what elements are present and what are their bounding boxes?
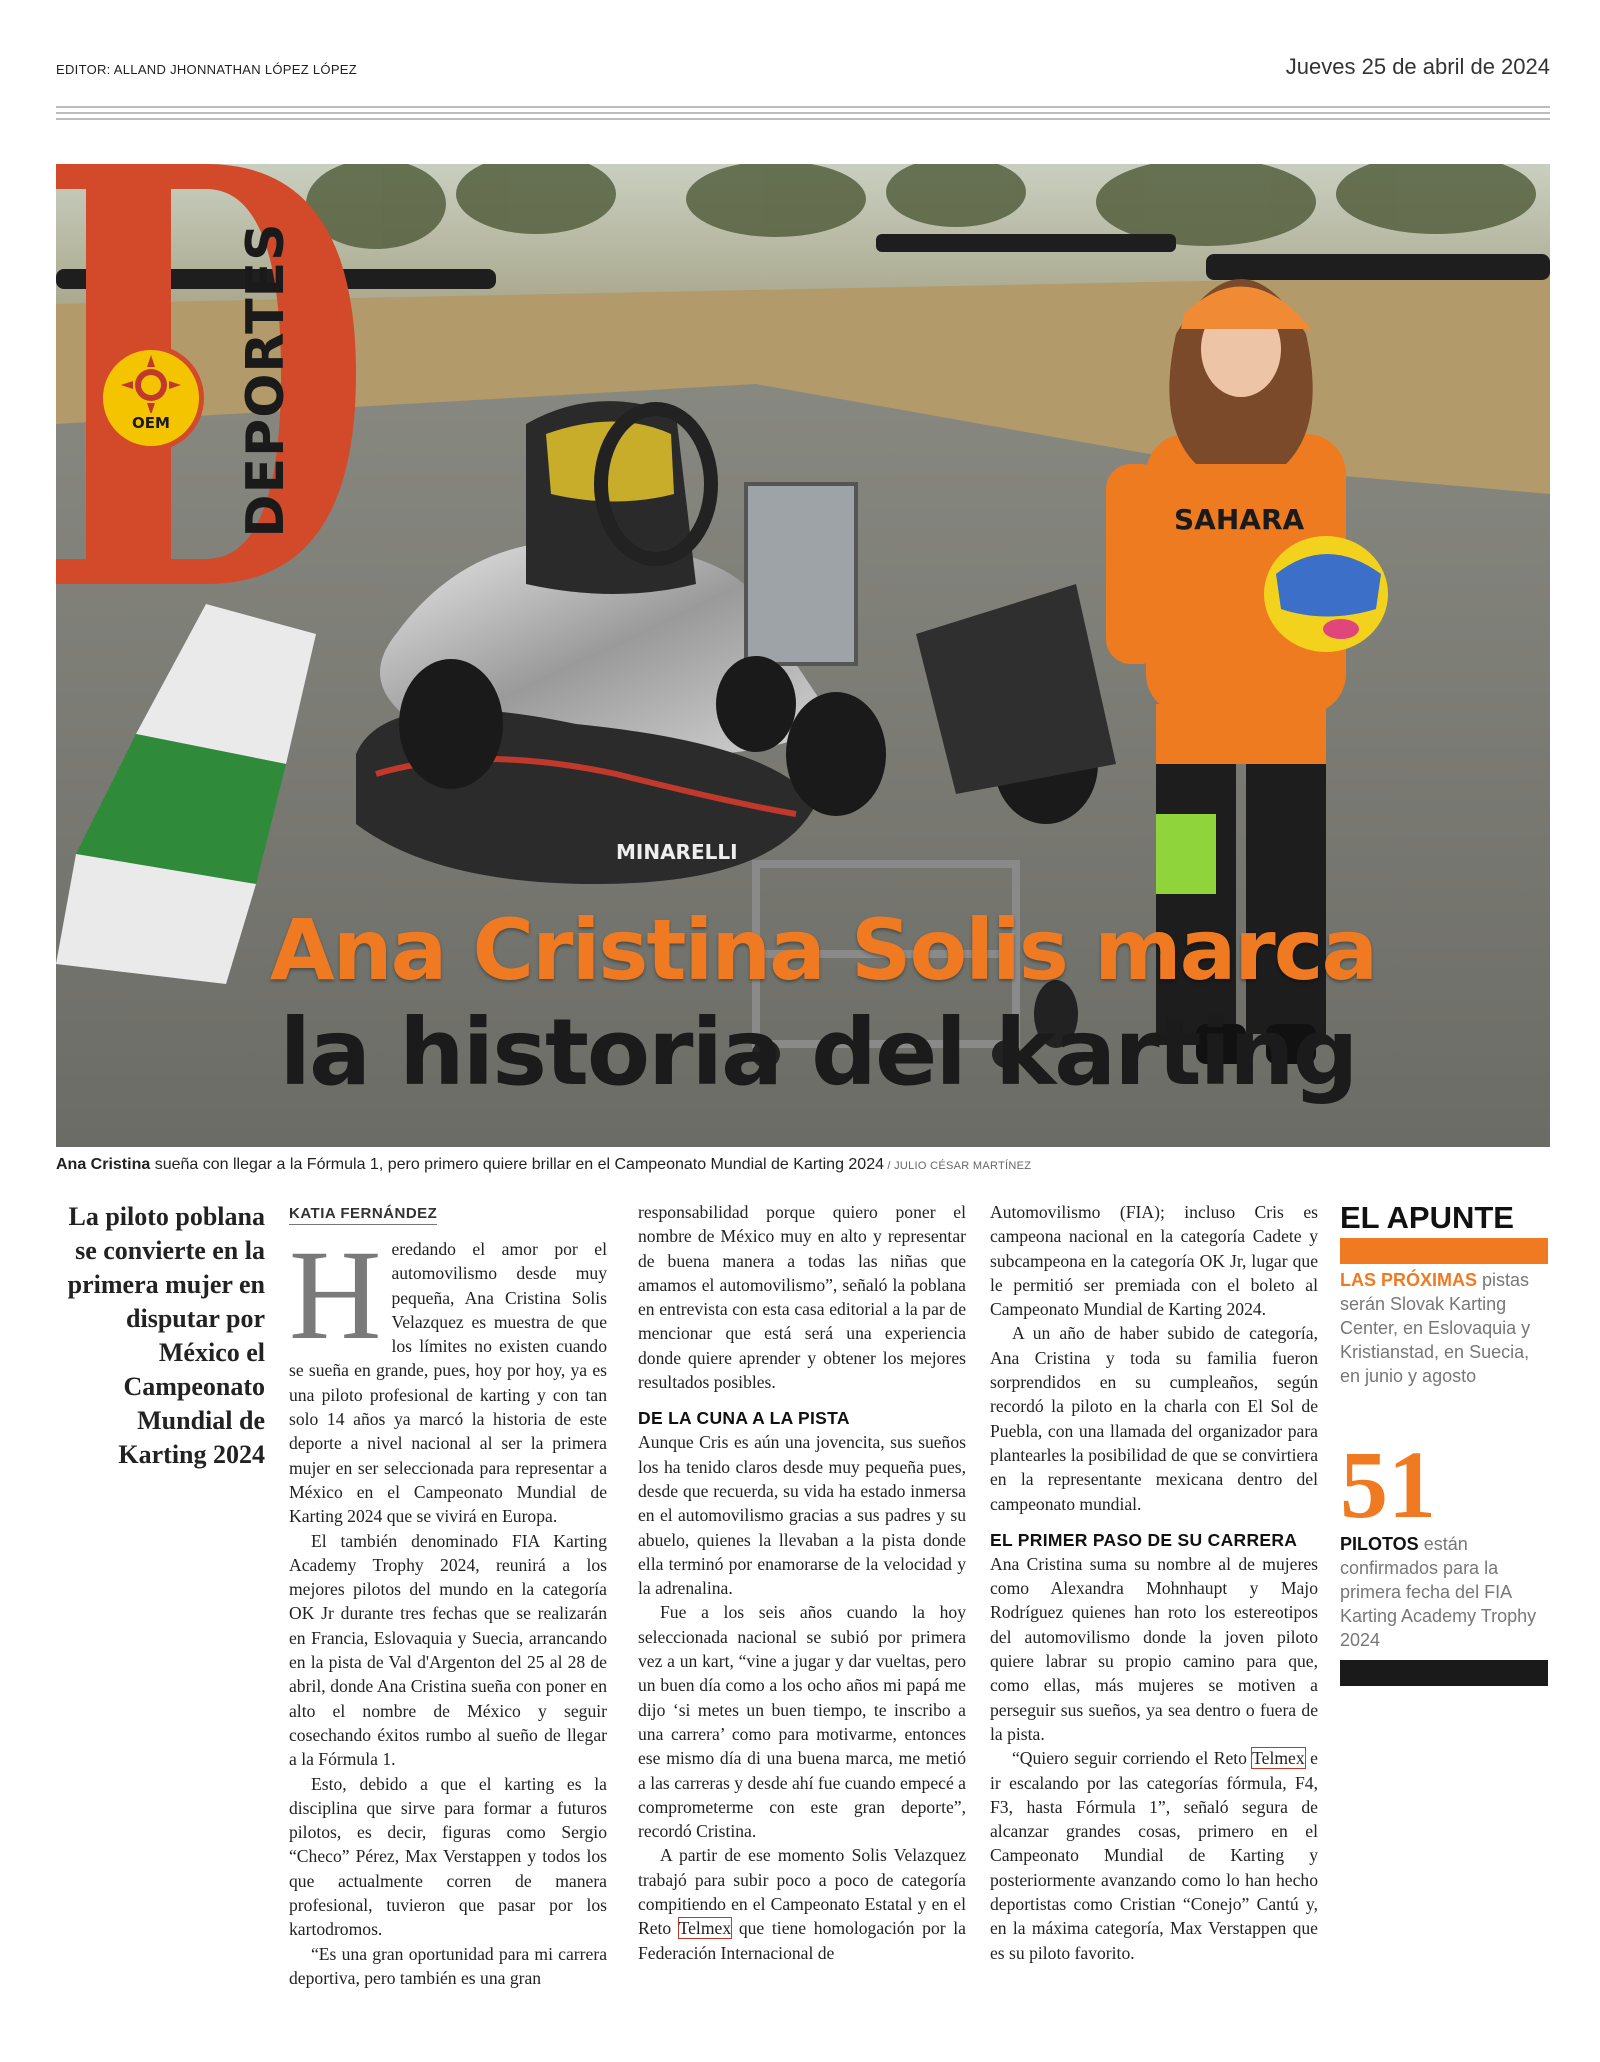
paragraph-7: A partir de ese momento Solis Velazquez trabajó para subir poco a poco de categoría compitiendo en el Campeonato Estatal y en el Reto Telmex que tiene homologación por la Federación Internacional de [638, 1845, 966, 1963]
headline [56, 900, 1550, 1106]
editor-credit: EDITOR: ALLAND JHONNATHAN LÓPEZ LÓPEZ [56, 62, 358, 77]
article-column-2 [638, 1200, 966, 1965]
caption-text: sueña con llegar a la Fórmula 1, pero primero quiere brillar en el Campeonato Mundial de Karting 2024 [150, 1156, 884, 1173]
paragraph-4-continued: responsabilidad porque quiero poner el nombre de México muy en alto y representar de buena manera a todas las niñas que amamos el automovilismo”, señaló la poblana en entrevista con esta casa editorial a la par de mencionar que está será una experiencia donde quiere aprender y obtener los mejores resultados posibles. [638, 1202, 966, 1393]
oem-logo-icon [96, 343, 206, 453]
apunte-black-bar [1340, 1660, 1548, 1686]
header-rules [56, 106, 1550, 126]
headline-line-1: Ana Cristina Solis marca [269, 901, 1377, 999]
paragraph-5: Aunque Cris es aún una jovencita, sus sueños los ha tenido claros desde muy pequeña pues, desde que recuerda, su vida ha estado inmersa en el automovilismo gracias a sus padres y su abuelo, quienes la llevaban a la pista donde ella terminó por enamorarse de la velocidad y la adrenalina. [638, 1432, 966, 1599]
subhead-1: DE LA CUNA A LA PISTA [638, 1408, 850, 1429]
apunte-title: EL APUNTE [1340, 1200, 1514, 1235]
issue-date: Jueves 25 de abril de 2024 [1285, 54, 1550, 79]
jersey-text: SAHARA [1174, 503, 1305, 536]
dropcap: H [289, 1224, 382, 1366]
headline-line-2: la historia del karting [279, 999, 1357, 1106]
kart-logo-text: MINARELLI [616, 840, 738, 864]
telmex-mention-2: Telmex [1252, 1748, 1305, 1769]
paragraph-10: “Quiero seguir corriendo el Reto Telmex e ir escalando por las categorías fórmula, F4, F3, hasta Fórmula 1”, señaló segura de alcanzar grandes cosas, primero en el Campeonato Mundial de Karting y posteriormente avanzando como lo han hecho deportistas como Cristian “Conejo” Cantú y, en la máxima categoría, Max Verstappen que es su piloto favorito. [990, 1748, 1318, 1963]
caption-name: Ana Cristina [56, 1156, 151, 1173]
paragraph-2: El también denominado FIA Karting Academy Trophy 2024, reunirá a los mejores pilotos del mundo en la categoría OK Jr durante tres fechas que se realizarán en Francia, Eslovaquia y Suecia, arrancando en la pista de Val d'Argenton del 25 al 28 de abril, donde Ana Cristina sueña con poner en alto el nombre de México y seguir cosechando éxitos rumbo al sueño de llegar a la Fórmula 1. [289, 1530, 607, 1770]
telmex-mention: Telmex [678, 1918, 732, 1939]
paragraph-3: Esto, debido a que el karting es la disciplina que sirve para formar a futuros pilotos, es decir, figuras como Sergio “Checo” Pérez, Max Verstappen y todos los que actualmente corren de manera profesional, tuvieron que pasar por los kartodromos. [289, 1773, 607, 1940]
paragraph-1: Heredando el amor por el automovilismo desde muy pequeña, Ana Cristina Solis Velazquez es muestra de que los límites no existen cuando se sueña en grande, pues, hoy por hoy, ya es una piloto profesional de karting y con tan solo 14 años ya marcó la historia de este deporte a nivel nacional al ser la primera mujer en ser seleccionada para representar a México en el Campeonato Mundial de Karting 2024 que se vivirá en Europa. [289, 1224, 607, 1527]
apunte-text: LAS PRÓXIMAS pistas serán Slovak Karting Center, en Eslovaquia y Kristianstad, en Suecia, en junio y agosto [1340, 1270, 1531, 1386]
paragraph-7-continued: Automovilismo (FIA); incluso Cris es campeona nacional en la categoría Cadete y subcampeona en la categoría OK Jr, lugar que le permitió ser premiada con el boleto al Campeonato Mundial de Karting 2024. [990, 1202, 1318, 1320]
section-label: DEPORTES [236, 222, 296, 538]
photo-credit: / JULIO CÉSAR MARTÍNEZ [884, 1160, 1032, 1172]
subhead-2: EL PRIMER PASO DE SU CARRERA [990, 1529, 1298, 1550]
apunte-orange-bar [1340, 1238, 1548, 1264]
paragraph-4: “Es una gran oportunidad para mi carrera deportiva, pero también es una gran [289, 1943, 607, 1988]
article-column-1 [289, 1200, 607, 1990]
apunte-number: 51 [1340, 1431, 1436, 1538]
article-deck: La piloto poblana se convierte en la primera mujer en disputar por México el Campeonato Mundial de Karting 2024 [67, 1202, 265, 1469]
photo-caption [56, 1156, 1031, 1174]
paragraph-8: A un año de haber subido de categoría, Ana Cristina y toda su familia fueron sorprendidos en su cumpleaños, según recordó la piloto en la charla con El Sol de Puebla, con una llamada del organizador para plantearles la posibilidad de que se convirtiera en la representante mexicana dentro del campeonato mundial. [990, 1323, 1318, 1514]
apunte-number-text: PILOTOS están confirmados para la primera fecha del FIA Karting Academy Trophy 2024 [1340, 1534, 1537, 1650]
logo-text: OEM [132, 414, 170, 432]
paragraph-6: Fue a los seis años cuando la hoy seleccionada nacional se subió por primera vez a un kart, “vine a jugar y dar vueltas, pero un buen día como a los ocho años mi papá me dijo ‘si metes un buen tiempo, te inscribo a una carrera’ como para motivarme, entonces ese mismo día di una buena marca, me metió a las carreras y desde ahí fue cuando empecé a comprometerme con este gran deporte”, recordó Cristina. [638, 1602, 966, 1842]
paragraph-9: Ana Cristina suma su nombre al de mujeres como Alexandra Mohnhaupt y Majo Rodríguez quienes han roto los estereotipos del automovilismo donde la joven piloto quiere labrar su propio camino para que, como ellas, más mujeres se motiven a perseguir sus sueños, ya sea dentro o fuera de la pista. [990, 1553, 1318, 1744]
byline: KATIA FERNÁNDEZ [289, 1204, 437, 1225]
article-column-3 [990, 1200, 1318, 1965]
el-apunte-box [1340, 1200, 1548, 1686]
